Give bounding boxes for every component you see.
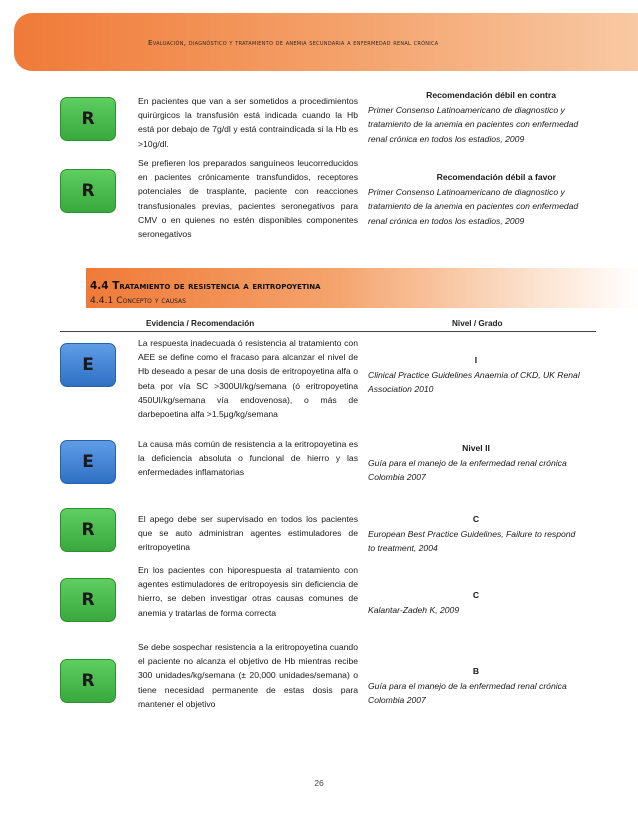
recommendation-badge: R (60, 508, 116, 552)
evidence-source: European Best Practice Guidelines, Failure to respond to treatment, 2004 (368, 529, 576, 554)
evidence-badge: E (60, 440, 116, 484)
table-row-text: Se debe sospechar resistencia a la eritropoyetina cuando el paciente no alcanza el objetivo de Hb mientras recibe 300 unidades/kg/semana (± 20,000 unidades/semana) o tiene necesidad permanente de estas dosis para mantener el objetivo (138, 642, 358, 709)
recommendation-text: Se prefieren los preparados sanguíneos leucorreducidos en pacientes crónicamente transfundidos, receptores potenciales de trasplante, paciente con reacciones transfusionales previas, pacientes seronegativos para CMV o en quienes no estén disponibles componentes seronegativos (138, 158, 358, 240)
recommendation-badge: R (60, 578, 116, 622)
evidence-cell (368, 170, 584, 228)
recommendation-badge: R (60, 659, 116, 703)
page-number: 26 (314, 778, 324, 788)
subsection-title: 4.4.1 Concepto y causas (90, 295, 186, 306)
evidence-cell (368, 353, 584, 397)
evidence-cell (368, 441, 584, 485)
evidence-cell (368, 588, 584, 617)
evidence-grade: Nivel II (462, 443, 490, 453)
recommendation-badge: R (60, 169, 116, 213)
evidence-grade: I (474, 355, 478, 365)
column-header-grade: Nivel / Grado (452, 319, 503, 328)
evidence-cell (368, 664, 584, 708)
table-header-divider (60, 331, 596, 332)
evidence-source: Guía para el manejo de la enfermedad renal crónica Colombia 2007 (368, 458, 567, 483)
evidence-title: Recomendación débil a favor (436, 172, 556, 182)
evidence-cell (368, 512, 584, 556)
table-row-text: En los pacientes con hiporespuesta al tratamiento con agentes estimuladores de eritropoyesis sin deficiencia de hierro, se deben investigar otras causas comunes de anemia y tratarlas de forma correcta (138, 565, 358, 618)
evidence-cell (368, 88, 584, 146)
document-header-title: Evaluación, diagnóstico y tratamiento de anemia secundaria a enfermedad renal crónica (148, 38, 439, 47)
evidence-title: Recomendación débil en contra (426, 90, 556, 100)
column-header-evidence: Evidencia / Recomendación (146, 319, 255, 328)
evidence-source: Primer Consenso Latinoamericano de diagnostico y tratamiento de la anemia en pacientes con enfermedad renal crónica en todos los estadios, 2009 (368, 105, 579, 144)
evidence-grade: B (472, 666, 480, 676)
table-row-text: El apego debe ser supervisado en todos los pacientes que se auto administran agentes estimuladores de eritropoyetina (138, 514, 358, 553)
evidence-grade: C (472, 514, 480, 524)
evidence-source: Guía para el manejo de la enfermedad renal crónica Colombia 2007 (368, 681, 567, 706)
evidence-grade: C (472, 590, 480, 600)
recommendation-text: En pacientes que van a ser sometidos a procedimientos quirúrgicos la transfusión está indicada cuando la Hb está por debajo de 7g/dl y está contraindicada si la Hb es >10g/dl. (138, 96, 358, 149)
evidence-source: Kalantar-Zadeh K, 2009 (368, 605, 460, 616)
table-row-text: La respuesta inadecuada ó resistencia al tratamiento con AEE se define como el fracaso para alcanzar el nivel de Hb deseado a pesar de una dosis de eritropoyetina alfa o beta por vía SC >300UI/kg/semana (ó eritropoyetina 450UI/kg/semana vía endovenosa), o más de darbepoetina alfa >1.5μg/kg/semana (138, 338, 358, 420)
recommendation-badge: R (60, 97, 116, 141)
section-title: 4.4 Tratamiento de resistencia a eritropoyetina (90, 280, 321, 292)
evidence-source: Clinical Practice Guidelines Anaemia of CKD, UK Renal Association 2010 (368, 370, 580, 395)
evidence-badge: E (60, 343, 116, 387)
evidence-source: Primer Consenso Latinoamericano de diagnostico y tratamiento de la anemia en pacientes con enfermedad renal crónica en todos los estadios, 2009 (368, 187, 579, 226)
table-row-text: La causa más común de resistencia a la eritropoyetina es la deficiencia absoluta o funcional de hierro y las enfermedades inflamatorias (138, 439, 358, 478)
